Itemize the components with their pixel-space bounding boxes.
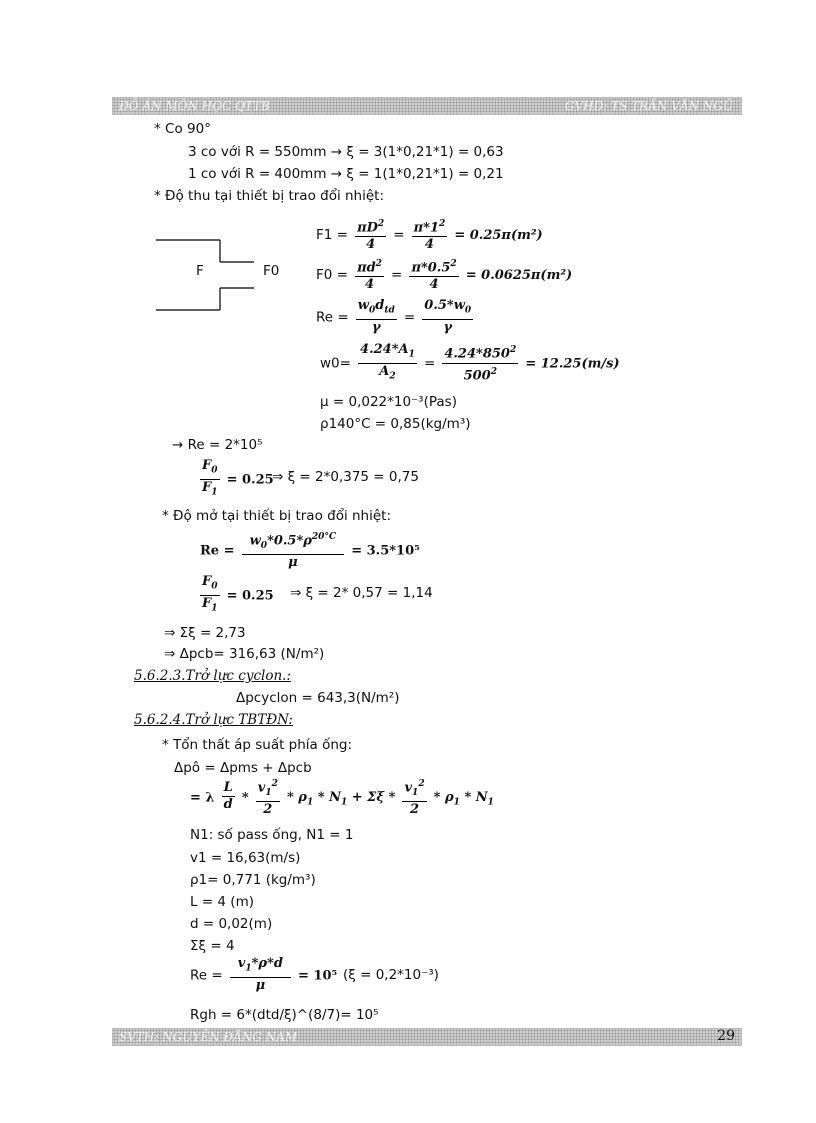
- eq-w0-result: = 12.25(m/s): [525, 356, 620, 372]
- header-left: ĐỒ ÁN MÔN HỌC QTTB: [119, 99, 270, 113]
- co3-line: 3 co với R = 550mm → ξ = 3(1*0,21*1) = 0,63: [188, 144, 504, 160]
- eq-re2-result: = 3.5*10⁵: [351, 543, 420, 559]
- sumxi4-line: Σξ = 4: [190, 938, 235, 954]
- sumxi-line: ⇒ Σξ = 2,73: [164, 625, 246, 641]
- dothu-line: * Độ thu tại thiết bị trao đổi nhiệt:: [154, 188, 385, 204]
- eq-re3: Re = $\frac{v_1*\rho*d}{\mu}$ = 10⁵: [190, 956, 338, 993]
- eq-re2: Re = $\frac{w_0*0.5*\rho^{20^\circ C}}{\mu}$ = 3.5*10⁵: [200, 529, 420, 571]
- eq-f0-lhs: F0 =: [316, 267, 348, 284]
- header-band: [112, 97, 742, 115]
- rho140-line: ρ140°C = 0,85(kg/m³): [320, 416, 471, 432]
- eq-w0: w0= $\frac{4.24*A_1}{A_2}$ = $\frac{4.24*850^2}{500^2}$ = 12.25(m/s): [320, 342, 620, 383]
- eq-re2-lhs: Re =: [200, 543, 235, 559]
- co90-line: * Co 90°: [154, 121, 211, 137]
- page-number: 29: [717, 1028, 735, 1044]
- dpcb-line: ⇒ Δpcb= 316,63 (N/m²): [164, 646, 325, 662]
- eq-re: Re = $w_0d_{td}$ γ = $\frac{0.5*w_0}{\gamma}$: [316, 298, 472, 335]
- eq-re3-result: = 10⁵: [298, 968, 338, 984]
- n1-line: N1: số pass ống, N1 = 1: [190, 827, 354, 843]
- xi2-line: ⇒ ξ = 2* 0,57 = 1,14: [290, 585, 433, 601]
- section-heading-tbtdn: 5.6.2.4.Trở lực TBTĐN:: [134, 712, 293, 728]
- diagram-label-f: F: [196, 263, 204, 279]
- co1-line: 1 co với R = 400mm → ξ = 1(1*0,21*1) = 0,21: [188, 166, 504, 182]
- v1-line: v1 = 16,63(m/s): [190, 850, 301, 866]
- eq-f0: F0 = $\frac{\pi d^2}{4}$ = $\frac{\pi*0.5^2}{4}$ = 0.0625π(m²): [316, 256, 572, 293]
- eq-ratio-2-result: = 0.25: [226, 588, 274, 604]
- eq-f1: F1 = $\frac{\pi D^2}{4}$ = $\frac{\pi*1^2}{4}$ = 0.25π(m²): [316, 216, 543, 253]
- eq-f1-result: = 0.25π(m²): [454, 228, 543, 244]
- eq-w0-lhs: w0=: [320, 355, 351, 372]
- eq-dpo-expansion: = λ $\frac{L}{d}$ * $\frac{v_1^2}{2}$ * $\rho_1 * N_1 + \Sigma\xi$ * $\frac{v_1^2}{2}$ * $\rho_1 * N_1$: [190, 776, 494, 818]
- domo-line: * Độ mở tại thiết bị trao đổi nhiệt:: [162, 508, 392, 524]
- d-line: d = 0,02(m): [190, 916, 273, 932]
- eq-ratio-1-result: = 0.25: [226, 472, 274, 488]
- xi3-line: (ξ = 0,2*10⁻³): [343, 967, 439, 983]
- footer-band: [112, 1028, 742, 1046]
- eq-re-lhs: Re =: [316, 309, 349, 326]
- dpo-line: Δpô = Δpms + Δpcb: [174, 760, 312, 776]
- eq-f1-lhs: F1 =: [316, 227, 348, 244]
- eq-re3-lhs: Re =: [190, 967, 223, 984]
- header-right: GVHD: TS TRẦN VĂN NGŨ: [564, 99, 733, 113]
- L-line: L = 4 (m): [190, 894, 254, 910]
- footer-left: SVTH: NGUYỄN ĐĂNG NAM: [119, 1030, 298, 1044]
- tonthat-line: * Tổn thất áp suất phía ống:: [162, 737, 353, 753]
- diagram-label-f0: F0: [263, 263, 280, 279]
- mu-line: μ = 0,022*10⁻³(Pas): [320, 394, 457, 410]
- re1-line: → Re = 2*10⁵: [172, 437, 263, 453]
- rho1-line: ρ1= 0,771 (kg/m³): [190, 872, 316, 888]
- eq-f0-result: = 0.0625π(m²): [465, 268, 573, 284]
- eq-ratio-1: $\frac{F_0}{F_1}$ = 0.25: [202, 458, 274, 498]
- dpcyclon-line: Δpcyclon = 643,3(N/m²): [236, 690, 400, 706]
- rgh-line: Rgh = 6*(dtd/ξ)^(8/7)= 10⁵: [190, 1007, 379, 1023]
- xi1-line: ⇒ ξ = 2*0,375 = 0,75: [272, 469, 419, 485]
- section-heading-cyclon: 5.6.2.3.Trở lực cyclon.:: [134, 668, 291, 684]
- eq-ratio-2: $\frac{F_0}{F_1}$ = 0.25: [202, 574, 274, 614]
